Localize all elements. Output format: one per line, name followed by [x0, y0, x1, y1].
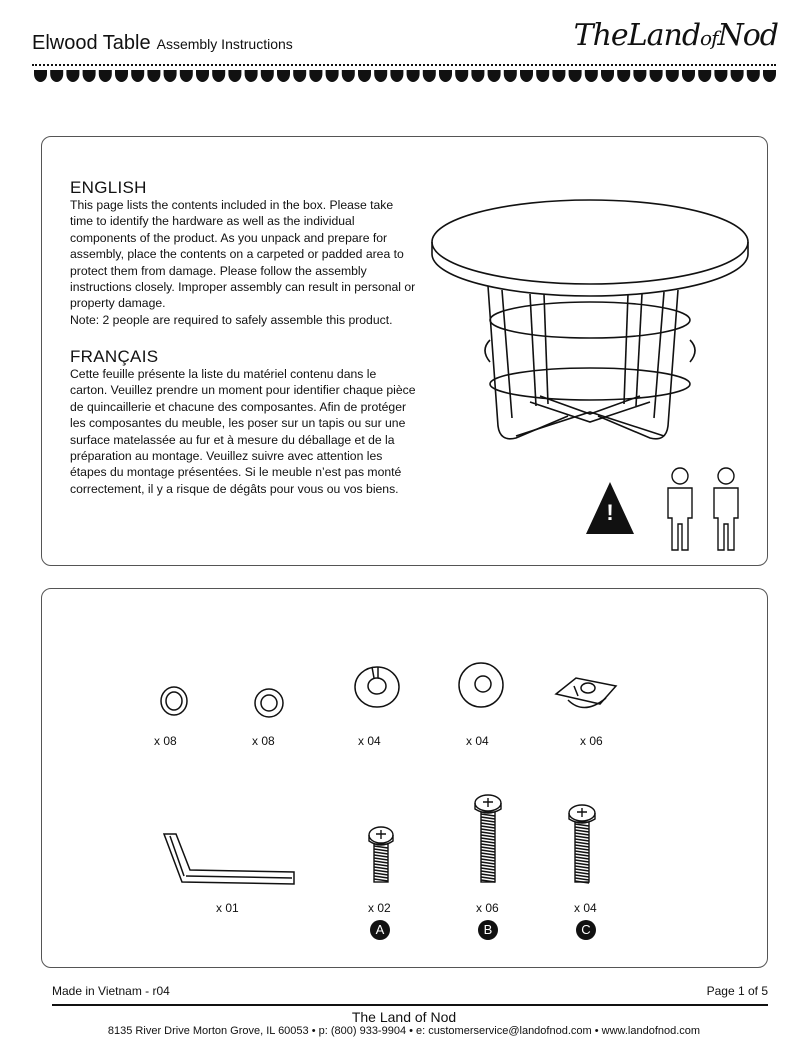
- barrel-nut-icon: [554, 672, 618, 712]
- thread-line: [374, 873, 388, 875]
- scallop: [196, 70, 209, 82]
- scallop: [714, 70, 727, 82]
- scallop: [520, 70, 533, 82]
- scallop: [488, 70, 501, 82]
- scallop: [617, 70, 630, 82]
- thread-line: [374, 846, 388, 848]
- thread-line: [374, 864, 388, 866]
- bolt-c-qty: x 04: [574, 901, 597, 915]
- scallop-border: [32, 70, 776, 88]
- thread-line: [374, 867, 388, 869]
- thread-line: [481, 859, 495, 861]
- scallop: [164, 70, 177, 82]
- thread-line: [481, 865, 495, 867]
- thread-line: [374, 870, 388, 872]
- thread-line: [575, 875, 589, 877]
- scallop: [504, 70, 517, 82]
- scallop: [569, 70, 582, 82]
- scallop: [277, 70, 290, 82]
- allen-key-qty: x 01: [216, 901, 239, 915]
- thread-line: [481, 835, 495, 837]
- thread-line: [575, 866, 589, 868]
- split-washer-qty: x 04: [358, 734, 381, 748]
- bolt-a-label: A: [370, 920, 390, 940]
- bolt-b-label: B: [478, 920, 498, 940]
- footer-rule: [52, 1004, 768, 1006]
- thread-line: [575, 830, 589, 832]
- thread-line: [374, 855, 388, 857]
- product-name: Elwood Table: [32, 32, 151, 54]
- thread-line: [575, 833, 589, 835]
- thread-line: [481, 829, 495, 831]
- scallop: [455, 70, 468, 82]
- thread-line: [481, 856, 495, 858]
- scallop: [50, 70, 63, 82]
- scallop: [439, 70, 452, 82]
- thread-line: [575, 842, 589, 844]
- thread-line: [575, 845, 589, 847]
- thread-line: [575, 824, 589, 826]
- table-illustration: [420, 190, 760, 460]
- hardware-panel: [41, 588, 768, 968]
- flat-washer-icon: [456, 660, 506, 710]
- bolt-c-icon: [566, 804, 598, 886]
- thread-line: [481, 841, 495, 843]
- thread-line: [374, 876, 388, 878]
- thread-line: [374, 849, 388, 851]
- thread-line: [575, 869, 589, 871]
- thread-line: [481, 847, 495, 849]
- scallop: [83, 70, 96, 82]
- scallop: [342, 70, 355, 82]
- lock-washer-icon: [158, 684, 190, 718]
- document-title: [32, 32, 293, 55]
- thread-line: [575, 857, 589, 859]
- scallop: [682, 70, 695, 82]
- thread-line: [481, 838, 495, 840]
- thread-line: [481, 877, 495, 879]
- french-heading: FRANÇAIS: [70, 347, 159, 366]
- thread-line: [481, 823, 495, 825]
- english-heading: ENGLISH: [70, 178, 147, 197]
- lock-washer-small-qty: x 08: [252, 734, 275, 748]
- thread-line: [481, 832, 495, 834]
- scallop: [585, 70, 598, 82]
- thread-line: [575, 851, 589, 853]
- scallop: [763, 70, 776, 82]
- scallop: [261, 70, 274, 82]
- thread-line: [575, 854, 589, 856]
- bolt-b-icon: [472, 794, 504, 886]
- bolt-a-qty: x 02: [368, 901, 391, 915]
- scallop: [471, 70, 484, 82]
- english-paragraph: [70, 197, 416, 328]
- thread-line: [575, 881, 589, 883]
- thread-line: [481, 868, 495, 870]
- lock-washer-qty: x 08: [154, 734, 177, 748]
- scallop: [747, 70, 760, 82]
- scallop: [180, 70, 193, 82]
- thread-line: [374, 858, 388, 860]
- split-washer-icon: [352, 664, 402, 710]
- thread-line: [481, 814, 495, 816]
- scallop: [228, 70, 241, 82]
- scallop: [601, 70, 614, 82]
- made-in-label: Made in Vietnam - r04: [52, 984, 170, 998]
- scallop: [358, 70, 371, 82]
- thread-line: [575, 836, 589, 838]
- scallop: [34, 70, 47, 82]
- thread-line: [481, 844, 495, 846]
- two-people-icon: [660, 464, 750, 554]
- scallop: [407, 70, 420, 82]
- thread-line: [481, 820, 495, 822]
- footer-company: The Land of Nod: [351, 1009, 457, 1025]
- scallop: [698, 70, 711, 82]
- bolt-b-qty: x 06: [476, 901, 499, 915]
- page-number: Page 1 of 5: [706, 984, 768, 998]
- bolt-c-label: C: [576, 920, 596, 940]
- thread-line: [481, 874, 495, 876]
- scallop: [633, 70, 646, 82]
- scallop: [309, 70, 322, 82]
- thread-line: [575, 863, 589, 865]
- scallop: [423, 70, 436, 82]
- bolt-a-icon: [366, 826, 396, 886]
- thread-line: [481, 826, 495, 828]
- thread-line: [374, 852, 388, 854]
- document-subtitle: Assembly Instructions: [156, 36, 293, 52]
- thread-line: [575, 827, 589, 829]
- thread-line: [481, 850, 495, 852]
- scallop: [131, 70, 144, 82]
- english-text: This page lists the contents included in the box. Please take time to identify the hardware as well as the individual components of the product. As you unpack and prepare for assembly, place the contents on a carpeted or padded area to protect them from damage. Please follow the assembly instructions closely. Improper assembly can result in personal or property damage.: [70, 198, 416, 311]
- allen-key-icon: [160, 830, 300, 894]
- thread-line: [575, 839, 589, 841]
- scallop: [245, 70, 258, 82]
- flat-washer-qty: x 04: [466, 734, 489, 748]
- english-note: Note: 2 people are required to safely assemble this product.: [70, 312, 393, 327]
- lock-washer-small-icon: [252, 686, 286, 720]
- thread-line: [481, 853, 495, 855]
- scallop: [147, 70, 160, 82]
- thread-line: [374, 879, 388, 881]
- scallop: [293, 70, 306, 82]
- thread-line: [575, 860, 589, 862]
- footer-address: 8135 River Drive Morton Grove, IL 60053 • p: (800) 933-9904 • e: customerservice@landofnod.com • www.landofnod.com: [107, 1025, 701, 1037]
- scallop: [552, 70, 565, 82]
- warning-symbol: !: [606, 500, 614, 525]
- scallop: [212, 70, 225, 82]
- thread-line: [575, 872, 589, 874]
- thread-line: [374, 861, 388, 863]
- thread-line: [481, 862, 495, 864]
- thread-line: [575, 878, 589, 880]
- scallop: [390, 70, 403, 82]
- thread-line: [481, 871, 495, 873]
- scallop: [99, 70, 112, 82]
- scallop: [326, 70, 339, 82]
- thread-line: [481, 817, 495, 819]
- scallop: [731, 70, 744, 82]
- scallop: [374, 70, 387, 82]
- scallop: [66, 70, 79, 82]
- scallop: [650, 70, 663, 82]
- brand-logo: TheLandofNod: [573, 18, 778, 53]
- scallop: [666, 70, 679, 82]
- thread-line: [575, 848, 589, 850]
- french-paragraph: Cette feuille présente la liste du matériel contenu dans le carton. Veuillez prendre un moment pour identifier chaque pièce de quincaillerie et chacune des composantes. Afin de protéger les composantes du meuble, les poser sur un tapis ou sur une surface matelassée au fur et à mesure du déballage et de la préparation au montage. Veuillez suivre avec attention les étapes du montage présentées. Si le meuble n’est pas monté correctement, il y a risque de dégâts pour vous ou vos biens.: [70, 367, 416, 496]
- barrel-nut-qty: x 06: [580, 734, 603, 748]
- scallop: [536, 70, 549, 82]
- scallop: [115, 70, 128, 82]
